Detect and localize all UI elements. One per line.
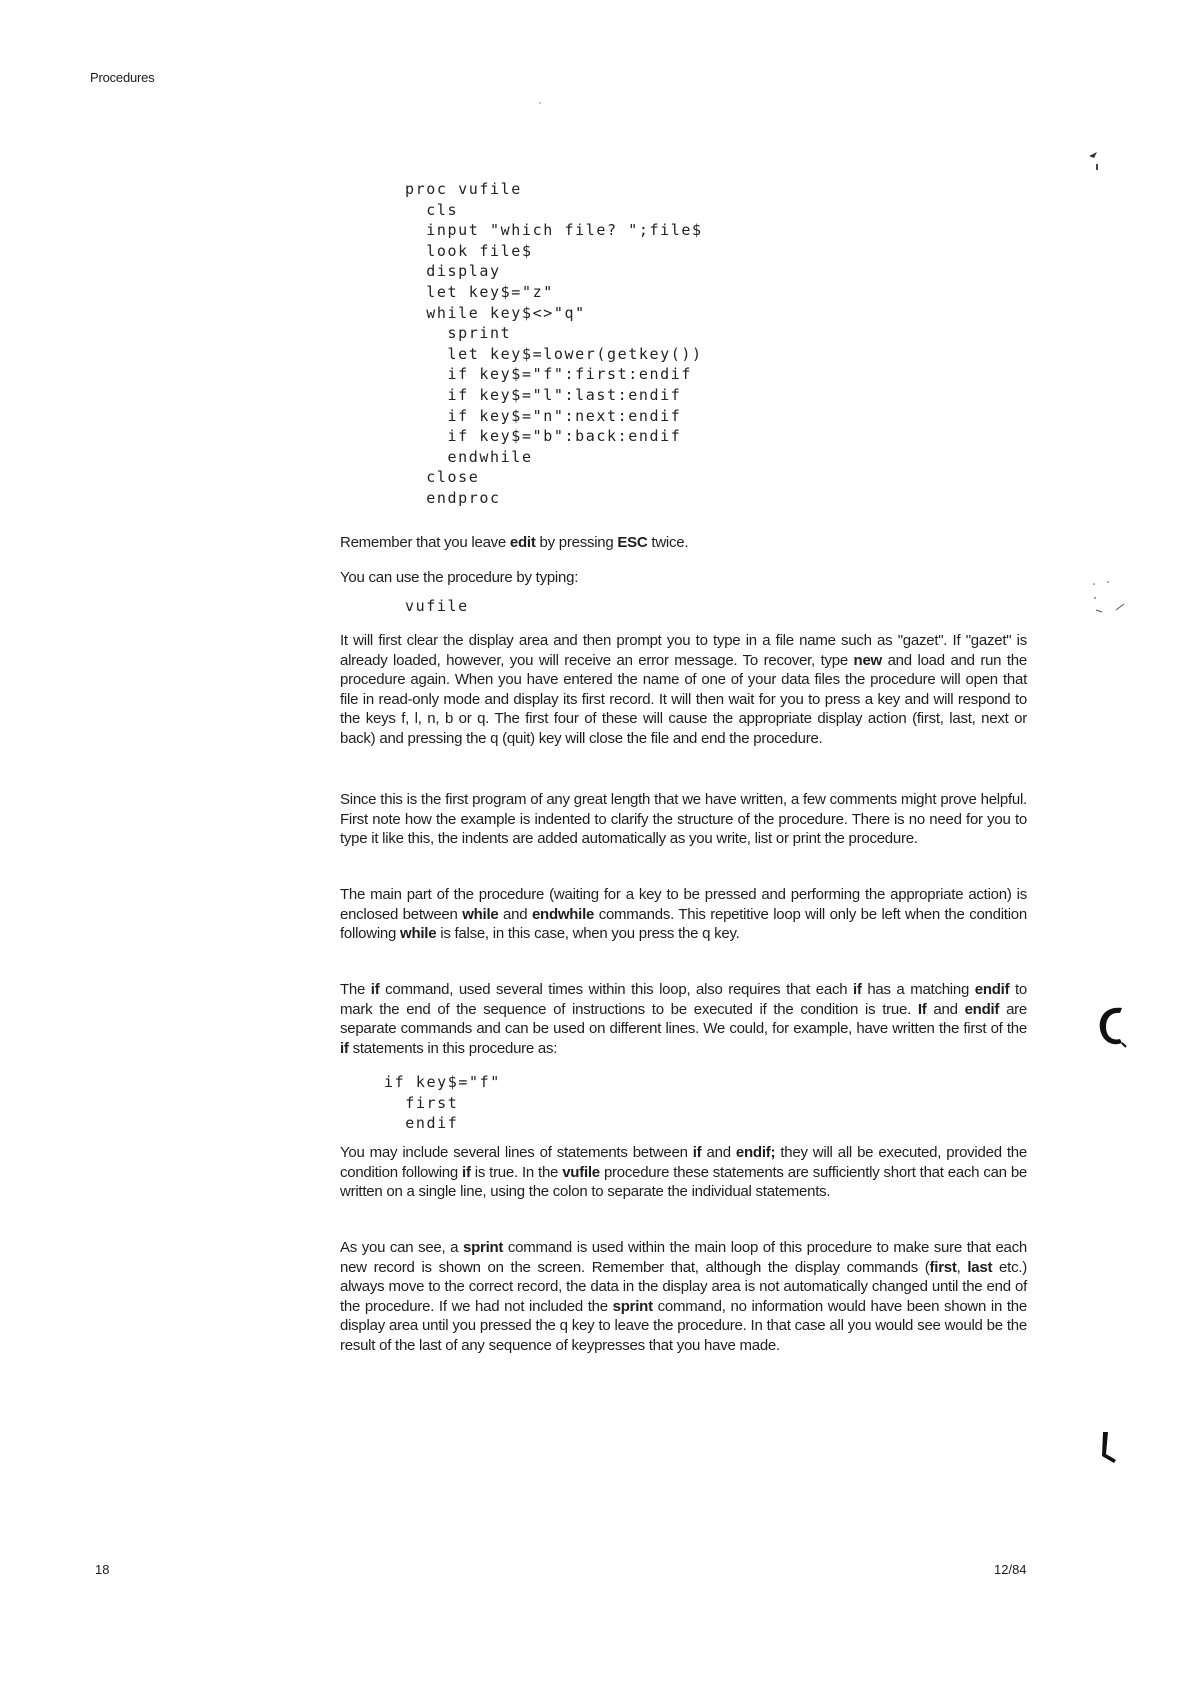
code-line: endif <box>384 1114 459 1133</box>
code-line: input "which file? ";file$ <box>426 221 703 240</box>
code-line: vufile <box>405 597 469 615</box>
code-line: if key$="f":first:endif <box>447 365 693 384</box>
text-run: Since this is the first program of any great length that we have written, a few comments might prove helpful. First note how the example is indented to clarify the structure of the procedure. There is no need for you to type it like this, the indents are added automatically as you write, list or print the procedure. <box>340 791 1027 848</box>
text-run: by pressing <box>535 534 618 551</box>
code-line: cls <box>426 200 459 219</box>
text-run: they will all be executed, provided the condition following <box>340 1144 1027 1181</box>
text-run: twice. <box>647 534 689 551</box>
text-run: are separate commands and can be used on different lines. We could, for example, have written the first of the <box>340 1000 1027 1038</box>
text-run: As you can see, a <box>340 1239 463 1256</box>
date-code: 12/84 <box>994 1562 1027 1577</box>
bold-keyword: while <box>400 925 437 943</box>
paragraph-while-loop <box>340 885 1027 944</box>
paragraph-use-procedure <box>340 568 1027 588</box>
code-line: if key$="l":last:endif <box>447 385 682 404</box>
paragraph-procedure-behaviour <box>340 631 1027 749</box>
code-line: proc vufile <box>405 180 522 198</box>
text-run: commands. This repetitive loop will only be left when the condition following <box>340 905 1027 943</box>
scan-dot <box>537 100 543 106</box>
page-number: 18 <box>95 1562 110 1577</box>
text-run: You can use the procedure by typing: <box>340 569 579 586</box>
code-line: let key$="z" <box>426 282 554 301</box>
text-run: The main part of the procedure (waiting for a key to be pressed and performing the appropriate action) is enclosed between <box>340 886 1027 923</box>
paragraph-sprint-command <box>340 1238 1027 1356</box>
binder-hole-mark-upper <box>1094 1003 1130 1049</box>
paragraph-if-command <box>340 980 1027 1058</box>
bold-keyword: if <box>340 1039 349 1057</box>
bold-keyword: endif; <box>735 1144 776 1161</box>
code-line: let key$=lower(getkey()) <box>447 344 703 363</box>
bold-keyword: vufile <box>562 1163 600 1181</box>
text-run: It will first clear the display area and then prompt you to type in a file name such as "gazet". If "gazet" is already loaded, however, you will receive an error message. To recover, type <box>340 632 1027 669</box>
text-run: command is used within the main loop of this procedure to make sure that each new record is shown on the screen. Remember that, although the display commands ( <box>340 1239 1027 1276</box>
bold-keyword: If <box>917 1000 927 1018</box>
text-run: to mark the end of the sequence of instructions to be executed if the condition is true. <box>340 981 1028 1018</box>
paragraph-comments-indentation <box>340 790 1027 849</box>
text-run: is true. In the <box>470 1163 563 1181</box>
text-run: statements in this procedure as: <box>348 1039 558 1057</box>
text-run: and load and run the procedure again. When you have entered the name of one of your data files the procedure will open that file in read-only mode and display its first record. It will then wait for you to press a key and will respond to the keys f, l, n, b or q. The first four of these will cause the appropriate display action (first, last, next or back) and pressing the q (quit) key will close the file and end the procedure. <box>340 651 1027 747</box>
bold-keyword: endif <box>964 1000 1000 1018</box>
running-header: Procedures <box>90 70 155 85</box>
code-block-run-command <box>405 596 469 617</box>
bold-keyword: ESC <box>617 534 648 551</box>
bold-keyword: last <box>967 1258 993 1276</box>
bold-keyword: endwhile <box>531 905 595 923</box>
bold-keyword: if <box>462 1163 471 1181</box>
code-line: display <box>426 262 501 281</box>
bold-keyword: if <box>852 981 862 998</box>
bold-keyword: first <box>929 1258 957 1276</box>
text-run: and <box>926 1000 965 1018</box>
paragraph-edit-escape <box>340 533 1027 553</box>
text-run: and <box>701 1144 736 1161</box>
scan-mark-middle <box>1090 576 1130 616</box>
code-line: sprint <box>447 324 512 343</box>
code-line: endproc <box>405 488 501 507</box>
code-line: endwhile <box>447 447 533 466</box>
bold-keyword: sprint <box>612 1297 653 1315</box>
bold-keyword: edit <box>509 534 536 551</box>
text-run: You may include several lines of statements between <box>340 1144 693 1161</box>
text-run: command, used several times within this loop, also requires that each <box>379 981 853 998</box>
scan-mark-top <box>1085 146 1105 176</box>
code-line: close <box>426 468 480 487</box>
text-run: is false, in this case, when you press the q key. <box>436 925 740 943</box>
text-run: has a matching <box>861 981 975 998</box>
text-run: procedure these statements are sufficiently short that each can be written on a single line, using the colon to separate the individual statements. <box>340 1163 1028 1201</box>
code-line: if key$="n":next:endif <box>447 406 682 425</box>
bold-keyword: new <box>853 651 882 669</box>
code-line: first <box>405 1093 459 1112</box>
binder-hole-mark-lower <box>1094 1428 1124 1468</box>
bold-keyword: if <box>370 981 380 998</box>
code-block-vufile-procedure <box>405 179 703 509</box>
code-block-if-example <box>384 1072 501 1134</box>
bold-keyword: if <box>692 1144 702 1161</box>
code-line: if key$="f" <box>384 1073 501 1091</box>
bold-keyword: while <box>462 905 499 923</box>
paragraph-multiple-statements <box>340 1143 1027 1202</box>
text-run: and <box>498 905 532 923</box>
bold-keyword: sprint <box>462 1239 504 1256</box>
text-run: , <box>956 1258 968 1276</box>
code-line: look file$ <box>426 241 533 260</box>
text-run: etc.) always move to the correct record, the data in the display area is not automatically changed until the end of the procedure. If we had not included the <box>340 1258 1027 1315</box>
text-run: command, no information would have been shown in the display area until you pressed the q key to leave the procedure. In that case all you would see would be the result of the last of any sequence of keypresses that you have made. <box>340 1297 1027 1354</box>
text-run: The <box>340 981 371 998</box>
code-line: while key$<>"q" <box>426 303 586 322</box>
bold-keyword: endif <box>974 981 1010 998</box>
code-line: if key$="b":back:endif <box>447 427 682 446</box>
text-run: Remember that you leave <box>340 534 510 551</box>
